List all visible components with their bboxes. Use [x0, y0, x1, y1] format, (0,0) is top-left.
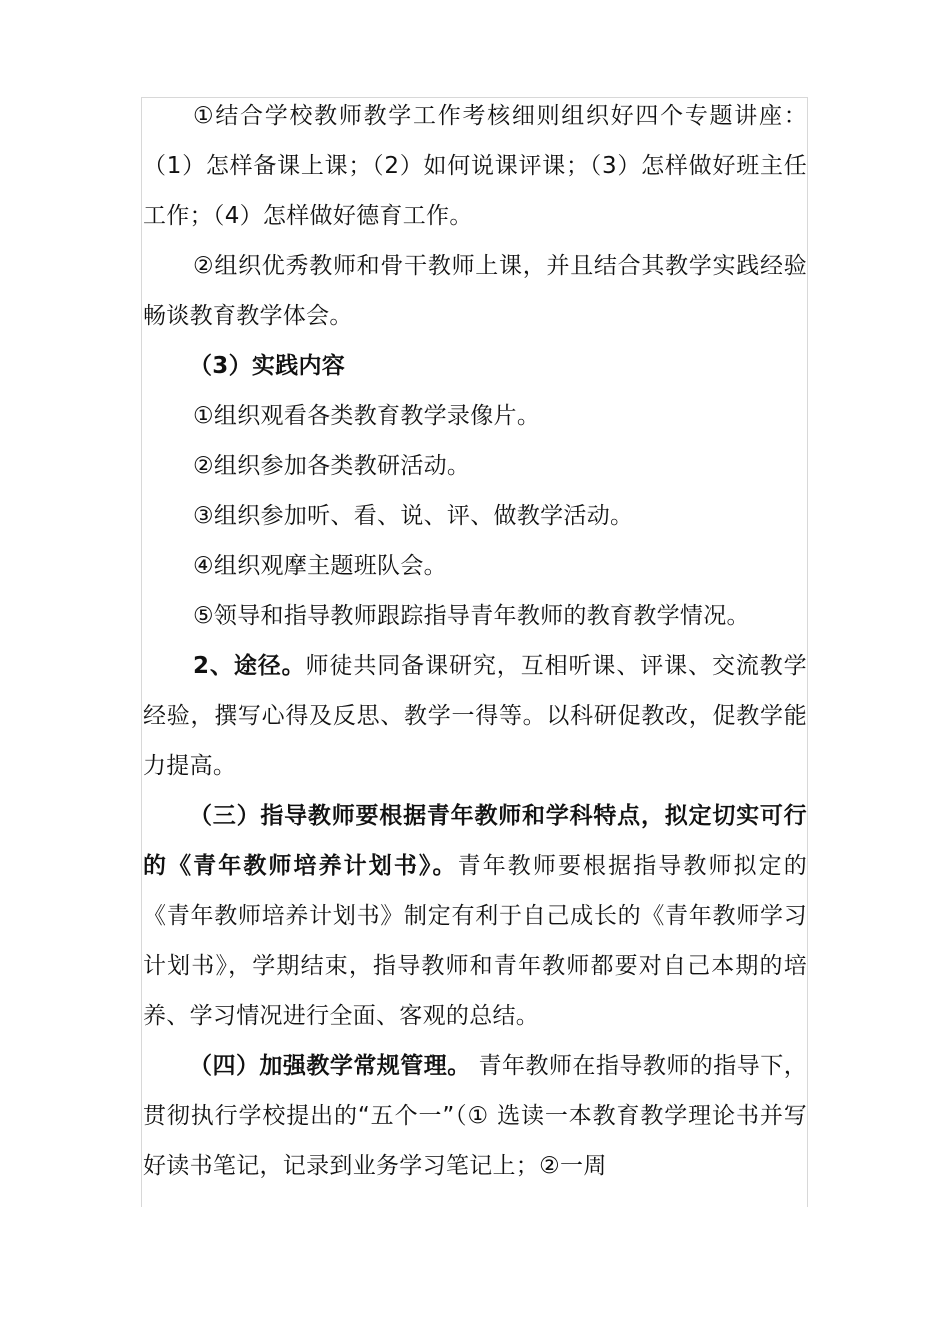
paragraph-routine-management [143, 1041, 807, 1191]
routine-management-heading: （四）加强教学常规管理。 [189, 1053, 471, 1079]
paragraph-lectures: ①结合学校教师教学工作考核细则组织好四个专题讲座：（1）怎样备课上课；（2）如何说课评课；（3）怎样做好班主任工作；（4）怎样做好德育工作。 [143, 103, 807, 229]
section-heading-practice: （3）实践内容 [189, 353, 346, 379]
list-item: ①组织观看各类教育教学录像片。 [193, 403, 541, 429]
list-item: ⑤领导和指导教师跟踪指导青年教师的教育教学情况。 [193, 603, 750, 629]
approach-heading: 2、途径。 [193, 653, 306, 679]
list-item: ③组织参加听、看、说、评、做教学活动。 [193, 503, 634, 529]
document-body [143, 91, 807, 1191]
paragraph-approach [143, 641, 807, 791]
training-plan-text: 青年教师要根据指导教师拟定的《青年教师培养计划书》制定有利于自己成长的《青年教师学习计划书》，学期结束，指导教师和青年教师都要对自己本期的培养、学习情况进行全面、客观的总结。 [143, 853, 808, 1029]
approach-text: 师徒共同备课研究，互相听课、评课、交流教学经验，撰写心得及反思、教学一得等。以科研促教改，促教学能力提高。 [143, 653, 807, 779]
routine-management-text: 青年教师在指导教师的指导下，贯彻执行学校提出的“五个一”（① 选读一本教育教学理论书并写好读书笔记，记录到业务学习笔记上；②一周 [143, 1053, 807, 1179]
paragraph-training-plan [143, 791, 807, 1041]
paragraph-excellent-teachers: ②组织优秀教师和骨干教师上课，并且结合其教学实践经验畅谈教育教学体会。 [143, 253, 807, 329]
list-item: ②组织参加各类教研活动。 [193, 453, 471, 479]
training-plan-heading: （三）指导教师要根据青年教师和学科特点，拟定切实可行的《青年教师培养计划书》。 [143, 803, 807, 879]
list-item: ④组织观摩主题班队会。 [193, 553, 447, 579]
